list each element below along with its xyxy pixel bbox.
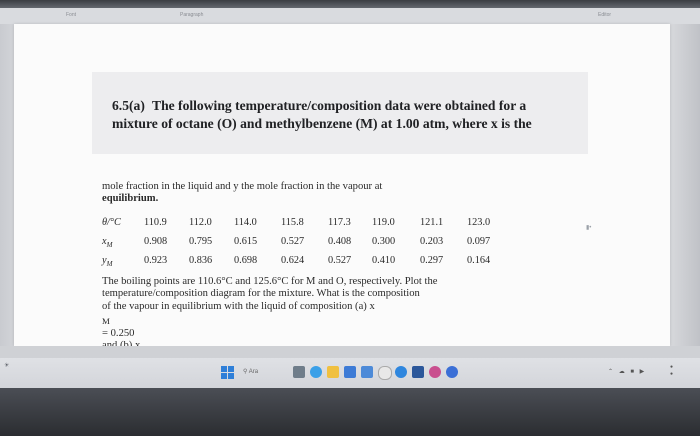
row-label-y: $y_M$ [102,255,113,269]
body-line2: equilibrium. [102,193,159,205]
taskbar-search[interactable]: ⚲ Ara [243,369,259,375]
question-heading [112,97,582,133]
ribbon-label-font: Font [66,12,77,18]
edge-browser-icon[interactable] [310,366,322,378]
table-row-x [102,236,572,250]
status-bar [0,346,700,358]
cell-x: 0.408 [328,236,352,247]
app-icon-2[interactable] [446,366,458,378]
row-label-theta: θ/°C [102,217,121,228]
monitor-bezel-bottom [0,388,700,436]
taskbar-search-label: Ara [248,369,259,375]
row-label-x: $x_M$ [102,236,113,250]
ribbon-label-paragraph: Paragraph [180,12,204,18]
margin-marker-icon: ▮• [586,225,592,231]
data-table [102,217,572,273]
cell-theta: 110.9 [144,217,167,228]
cell-x: 0.300 [372,236,396,247]
table-row-theta [102,217,572,231]
system-tray-icon[interactable]: ⌃ ☁ ■ ▶ [608,369,647,375]
cell-theta: 112.0 [189,217,212,228]
cell-y: 0.836 [189,255,213,266]
question-text-line2: mixture of octane (O) and methylbenzene (M) at 1.00 atm, where x is the [112,116,532,131]
cell-x: 0.615 [234,236,258,247]
weather-widget-icon[interactable]: ☀ [4,363,10,369]
cell-x: 0.097 [467,236,491,247]
ribbon-label-editor: Editor [598,12,612,18]
cell-theta: 114.0 [234,217,257,228]
question-text-line1: The following temperature/composition data were obtained for a [152,98,527,113]
para-line1: The boiling points are 110.6°C and 125.6°C for M and O, respectively. Plot the [102,276,438,287]
browser-icon[interactable] [395,366,407,378]
ribbon-group-labels [0,8,700,25]
cell-theta: 121.1 [420,217,444,228]
clock-icon[interactable]: ● ● [670,364,674,377]
word-icon[interactable] [412,366,424,378]
cell-y: 0.410 [372,255,396,266]
cell-y: 0.624 [281,255,305,266]
mail-icon[interactable] [361,366,373,378]
para-line3: of the vapour in equilibrium with the liquid of composition (a) x $_M$ = 0.250 [102,300,375,339]
cell-y: 0.164 [467,255,491,266]
app-icon[interactable] [429,366,441,378]
table-row-y [102,255,572,269]
task-view-icon[interactable] [293,366,305,378]
store-icon[interactable] [344,366,356,378]
para-line2: temperature/composition diagram for the mixture. What is the composition [102,288,420,300]
chrome-icon[interactable] [378,366,392,380]
cell-y: 0.527 [328,255,352,266]
cell-theta: 115.8 [281,217,304,228]
cell-x: 0.203 [420,236,444,247]
body-line1: mole fraction in the liquid and y the mole fraction in the vapour at [102,181,383,192]
file-explorer-icon[interactable] [327,366,339,378]
cell-theta: 117.3 [328,217,351,228]
taskbar [0,358,700,388]
windows-start-icon[interactable] [221,366,234,379]
cell-theta: 123.0 [467,217,491,228]
question-number: 6.5(a) [112,98,145,113]
cell-x: 0.795 [189,236,213,247]
cell-y: 0.923 [144,255,168,266]
cell-x: 0.527 [281,236,305,247]
cell-y: 0.297 [420,255,444,266]
cell-y: 0.698 [234,255,258,266]
cell-theta: 119.0 [372,217,395,228]
question-body [102,181,572,206]
cell-x: 0.908 [144,236,168,247]
